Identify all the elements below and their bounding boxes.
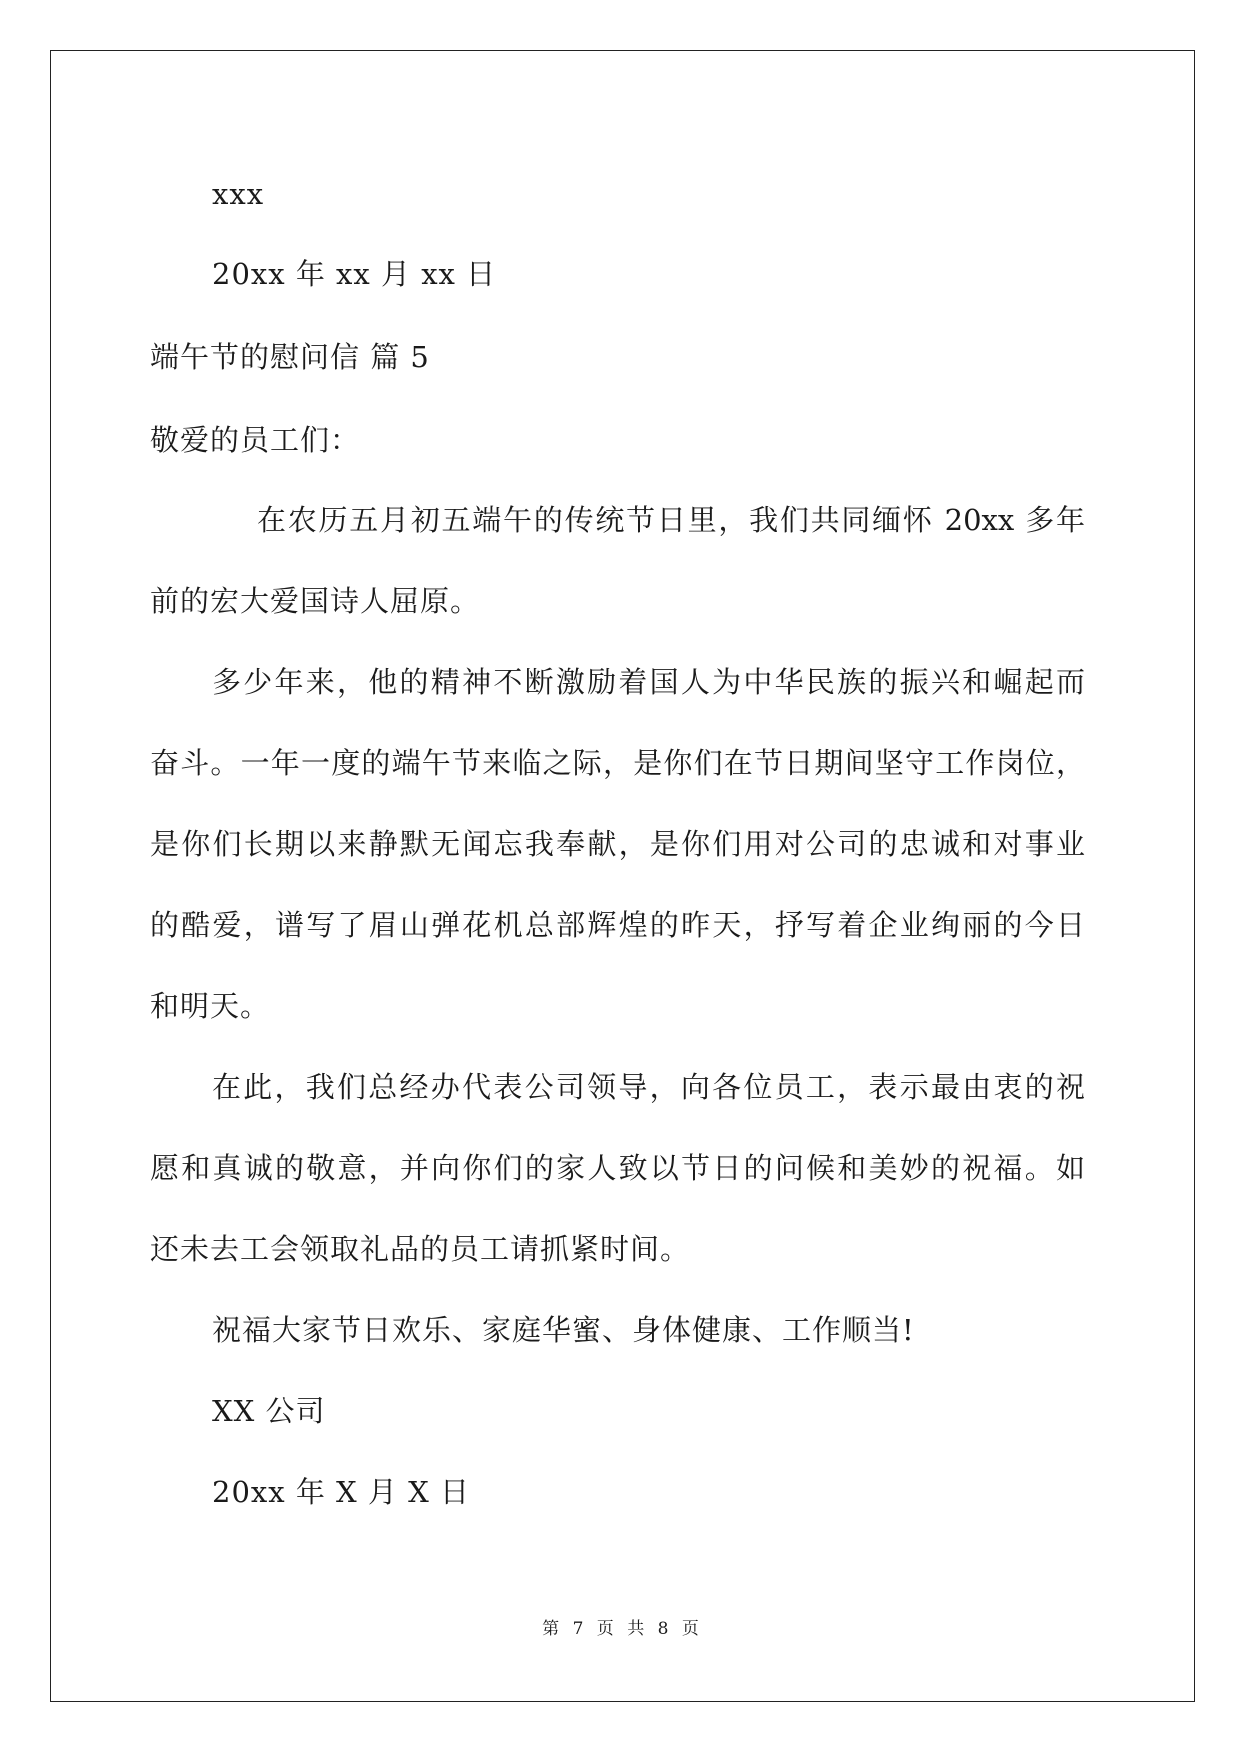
page-footer: 第 7 页 共 8 页 [542, 1619, 699, 1639]
closing-wishes: 祝福大家节日欢乐、家庭华蜜、身体健康、工作顺当! [212, 1313, 915, 1347]
signature: XX 公司 [212, 1394, 326, 1428]
section-title: 端午节的慰问信 篇 5 [150, 340, 430, 374]
paragraph-2-line-2: 奋斗。一年一度的端午节来临之际，是你们在节日期间坚守工作岗位， [150, 746, 1085, 780]
previous-date: 20xx 年 xx 月 xx 日 [212, 257, 497, 291]
previous-signature: xxx [212, 177, 265, 211]
paragraph-1-line-2: 前的宏大爱国诗人屈原。 [150, 584, 481, 618]
page-border [50, 50, 1195, 1702]
paragraph-2-line-3: 是你们长期以来静默无闻忘我奉献，是你们用对公司的忠诚和对事业 [150, 827, 1085, 861]
paragraph-3-line-3: 还未去工会领取礼品的员工请抓紧时间。 [150, 1232, 691, 1266]
paragraph-2-line-5: 和明天。 [150, 989, 271, 1023]
paragraph-2-line-4: 的酷爱，谱写了眉山弹花机总部辉煌的昨天，抒写着企业绚丽的今日 [150, 908, 1085, 942]
paragraph-2-line-1: 多少年来，他的精神不断激励着国人为中华民族的振兴和崛起而 [212, 665, 1085, 699]
greeting: 敬爱的员工们： [150, 423, 361, 457]
paragraph-3-line-1: 在此，我们总经办代表公司领导，向各位员工，表示最由衷的祝 [212, 1070, 1085, 1104]
date: 20xx 年 X 月 X 日 [212, 1475, 470, 1509]
paragraph-3-line-2: 愿和真诚的敬意，并向你们的家人致以节日的问候和美妙的祝福。如 [150, 1151, 1085, 1185]
paragraph-1-line-1: 在农历五月初五端午的传统节日里，我们共同缅怀 20xx 多年 [257, 503, 1085, 537]
